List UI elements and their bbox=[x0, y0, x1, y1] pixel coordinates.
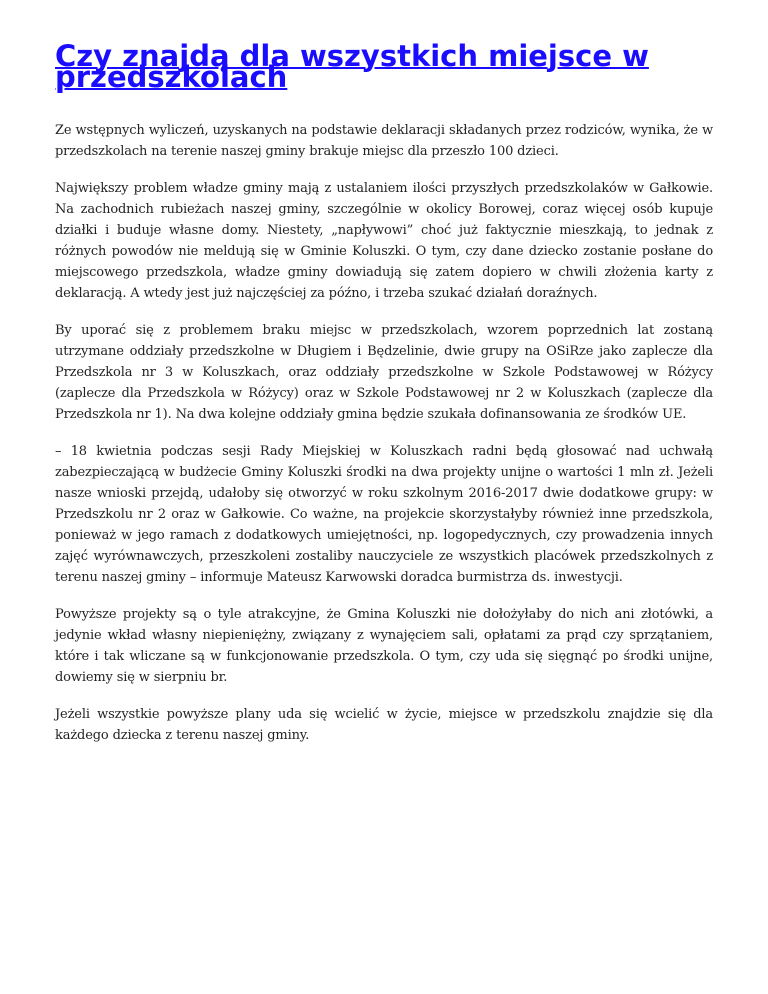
paragraph-1: Ze wstępnych wyliczeń, uzyskanych na podstawie deklaracji składanych przez rodziców, wynika, że w przedszkolach na terenie naszej gminy brakuje miejsc dla przeszło 100 dzieci. bbox=[55, 123, 713, 159]
article bbox=[55, 39, 713, 762]
page-title bbox=[55, 39, 713, 94]
paragraph-6: Jeżeli wszystkie powyższe plany uda się wcielić w życie, miejsce w przedszkolu znajdzie się dla każdego dziecka z terenu naszej gminy. bbox=[55, 707, 713, 743]
title-link[interactable]: Czy znajdą dla wszystkich miejsce w przedszkolach bbox=[55, 39, 649, 94]
paragraph-2: Największy problem władze gminy mają z ustalaniem ilości przyszłych przedszkolaków w Gałkowie. Na zachodnich rubieżach naszej gminy, szczególnie w okolicy Borowej, coraz więcej osób kupuje działki i buduje własne domy. Niestety, „napływowi” choć już faktycznie mieszkają, to jednak z różnych powodów nie meldują się w Gminie Koluszki. O tym, czy dane dziecko zostanie posłane do miejscowego przedszkola, władze gminy dowiadują się zatem dopiero w chwili złożenia karty z deklaracją. A wtedy jest już najczęściej za późno, i trzeba szukać działań doraźnych. bbox=[55, 181, 713, 301]
paragraph-5: Powyższe projekty są o tyle atrakcyjne, że Gmina Koluszki nie dołożyłaby do nich ani złotówki, a jedynie wkład własny niepieniężny, związany z wynajęciem sali, opłatami za prąd czy sprzątaniem, które i tak wliczane są w funkcjonowanie przedszkola. O tym, czy uda się sięgnąć po środki unijne, dowiemy się w sierpniu br. bbox=[55, 607, 713, 685]
paragraph-3: By uporać się z problemem braku miejsc w przedszkolach, wzorem poprzednich lat zostaną utrzymane oddziały przedszkolne w Długiem i Będzelinie, dwie grupy na OSiRze jako zaplecze dla Przedszkola nr 3 w Koluszkach, oraz oddziały przedszkolne w Szkole Podstawowej w Różycy (zaplecze dla Przedszkola w Różycy) oraz w Szkole Podstawowej nr 2 w Koluszkach (zaplecze dla Przedszkola nr 1). Na dwa kolejne oddziały gmina będzie szukała dofinansowania ze środków UE. bbox=[55, 323, 713, 422]
paragraph-4: – 18 kwietnia podczas sesji Rady Miejskiej w Koluszkach radni będą głosować nad uchwałą zabezpieczającą w budżecie Gminy Koluszki środki na dwa projekty unijne o wartości 1 mln zł. Jeżeli nasze wnioski przejdą, udałoby się otworzyć w roku szkolnym 2016-2017 dwie dodatkowe grupy: w Przedszkolu nr 2 oraz w Gałkowie. Co ważne, na projekcie skorzystałyby również inne przedszkola, ponieważ w jego ramach z dodatkowych umiejętności, np. logopedycznych, czy prowadzenia innych zajęć wyrównawczych, przeszkoleni zostaliby nauczyciele ze wszystkich placówek przedszkolnych z terenu naszej gminy – informuje Mateusz Karwowski doradca burmistrza ds. inwestycji. bbox=[55, 444, 713, 585]
